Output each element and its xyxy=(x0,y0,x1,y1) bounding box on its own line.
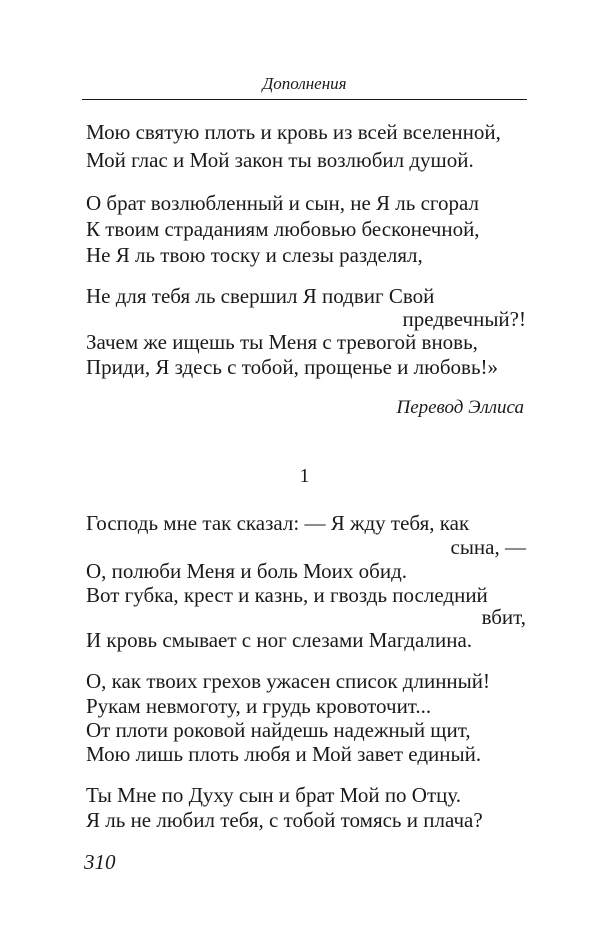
poem-line: От плоти роковой найдешь надежный щит, xyxy=(86,718,471,742)
poem-line: Мою святую плоть и кровь из всей вселенной, xyxy=(86,120,501,144)
poem-line: О, как твоих грехов ужасен список длинный! xyxy=(86,669,491,693)
page-number: 310 xyxy=(84,850,116,874)
poem-line: О брат возлюбленный и сын, не Я ль сгорал xyxy=(86,191,480,215)
poem-line: Мой глас и Мой закон ты возлюбил душой. xyxy=(86,148,474,172)
poem-line: Не для тебя ль свершил Я подвиг Свой xyxy=(86,284,435,308)
poem-line: Господь мне так сказал: — Я жду тебя, как xyxy=(86,511,470,535)
poem-line-continuation: вбит, xyxy=(481,605,526,629)
poem-line: И кровь смывает с ног слезами Магдалина. xyxy=(86,628,473,652)
poem-line: Рукам невмоготу, и грудь кровоточит... xyxy=(86,694,432,718)
poem-line: Ты Мне по Духу сын и брат Мой по Отцу. xyxy=(86,783,462,807)
running-head: Дополнения xyxy=(262,74,347,93)
poem-line-continuation: предвечный?! xyxy=(402,307,526,331)
poem-line: Я ль не любил тебя, с тобой томясь и плача? xyxy=(86,808,483,832)
header-rule xyxy=(82,99,527,100)
poem-line: Не Я ль твою тоску и слезы разделял, xyxy=(86,243,423,267)
poem-line-continuation: сына, — xyxy=(450,535,526,559)
poem-line: О, полюби Меня и боль Моих обид. xyxy=(86,559,408,583)
poem-number: 1 xyxy=(299,465,310,487)
poem-line: Вот губка, крест и казнь, и гвоздь последний xyxy=(86,583,488,607)
poem-line: Мою лишь плоть любя и Мой завет единый. xyxy=(86,742,482,766)
poem-line: К твоим страданиям любовью бесконечной, xyxy=(86,217,480,241)
translation-attribution: Перевод Эллиса xyxy=(396,397,524,418)
poem-line: Приди, Я здесь с тобой, прощенье и любовь!» xyxy=(86,355,499,379)
poem-line: Зачем же ищешь ты Меня с тревогой вновь, xyxy=(86,330,478,354)
